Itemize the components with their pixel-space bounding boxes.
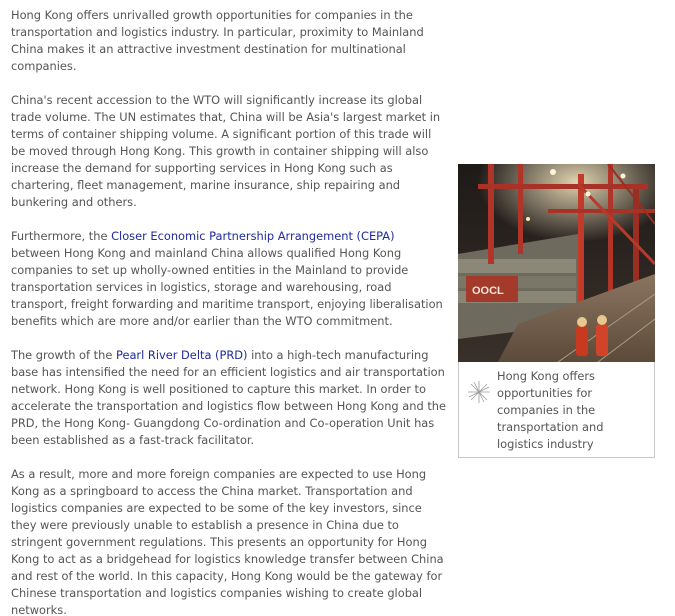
sidebar-photo-panel	[458, 164, 655, 458]
oocl-container-label: OOCL	[472, 285, 504, 297]
cepa-link[interactable]: Closer Economic Partnership Arrangement (CEPA)	[111, 229, 395, 243]
paragraph-prd	[11, 347, 447, 449]
photo-caption: Hong Kong offers opportunities for companies in the transportation and logistics industry	[497, 369, 604, 451]
paragraph-cepa-text-start: Furthermore, the	[11, 229, 112, 243]
photo-caption-box	[458, 362, 655, 458]
container-port-illustration	[458, 164, 655, 362]
container-port-photo	[458, 164, 655, 362]
prd-link[interactable]: Pearl River Delta (PRD)	[115, 348, 248, 362]
paragraph-prd-text-end: into a high-tech manufacturing base has intensified the need for an efficient logistics and air transportation network. Hong Kong is well positioned to capture this market. In order to accelerate the transportation and logistics flow between Hong Kong and the PRD, the Hong Kong- Guangdong Co-ordination and Co-operation Unit has been established as a fast-track facilitator.	[11, 348, 447, 447]
paragraph-intro: Hong Kong offers unrivalled growth opportunities for companies in the transportation and logistics industry. In particular, proximity to Mainland China makes it an attractive investment destination for multinational companies.	[11, 8, 424, 73]
paragraph-cepa	[11, 228, 447, 330]
article-body	[11, 7, 447, 616]
sparkle-icon	[467, 380, 491, 404]
paragraph-cepa-text-end: between Hong Kong and mainland China allows qualified Hong Kong companies to set up wholly-owned entities in the Mainland to provide transportation services in logistics, storage and warehousing, road transport, freight forwarding and maritime transport, enjoying liberalisation benefits which are more and/or earlier than the WTO commitment.	[11, 246, 443, 328]
paragraph-prd-text-start: The growth of the	[11, 348, 116, 362]
paragraph-wto: China's recent accession to the WTO will significantly increase its global trade volume. The UN estimates that, China will be Asia's largest market in terms of container shipping volume. A significant portion of this trade will be moved through Hong Kong. This growth in container shipping will also increase the demand for supporting services in Hong Kong such as chartering, fleet management, marine insurance, ship repairing and bunkering and others.	[11, 93, 441, 209]
paragraph-springboard: As a result, more and more foreign companies are expected to use Hong Kong as a springboard to access the China market. Transportation and logistics companies are expected to be some of the key investors, since they were previously unable to establish a presence in China due to stringent government regulations. This presents an opportunity for Hong Kong to act as a bridgehead for logistics knowledge transfer between China and rest of the world. In this capacity, Hong Kong would be the gateway for Chinese transportation and logistics companies wishing to create global networks.	[11, 467, 444, 616]
